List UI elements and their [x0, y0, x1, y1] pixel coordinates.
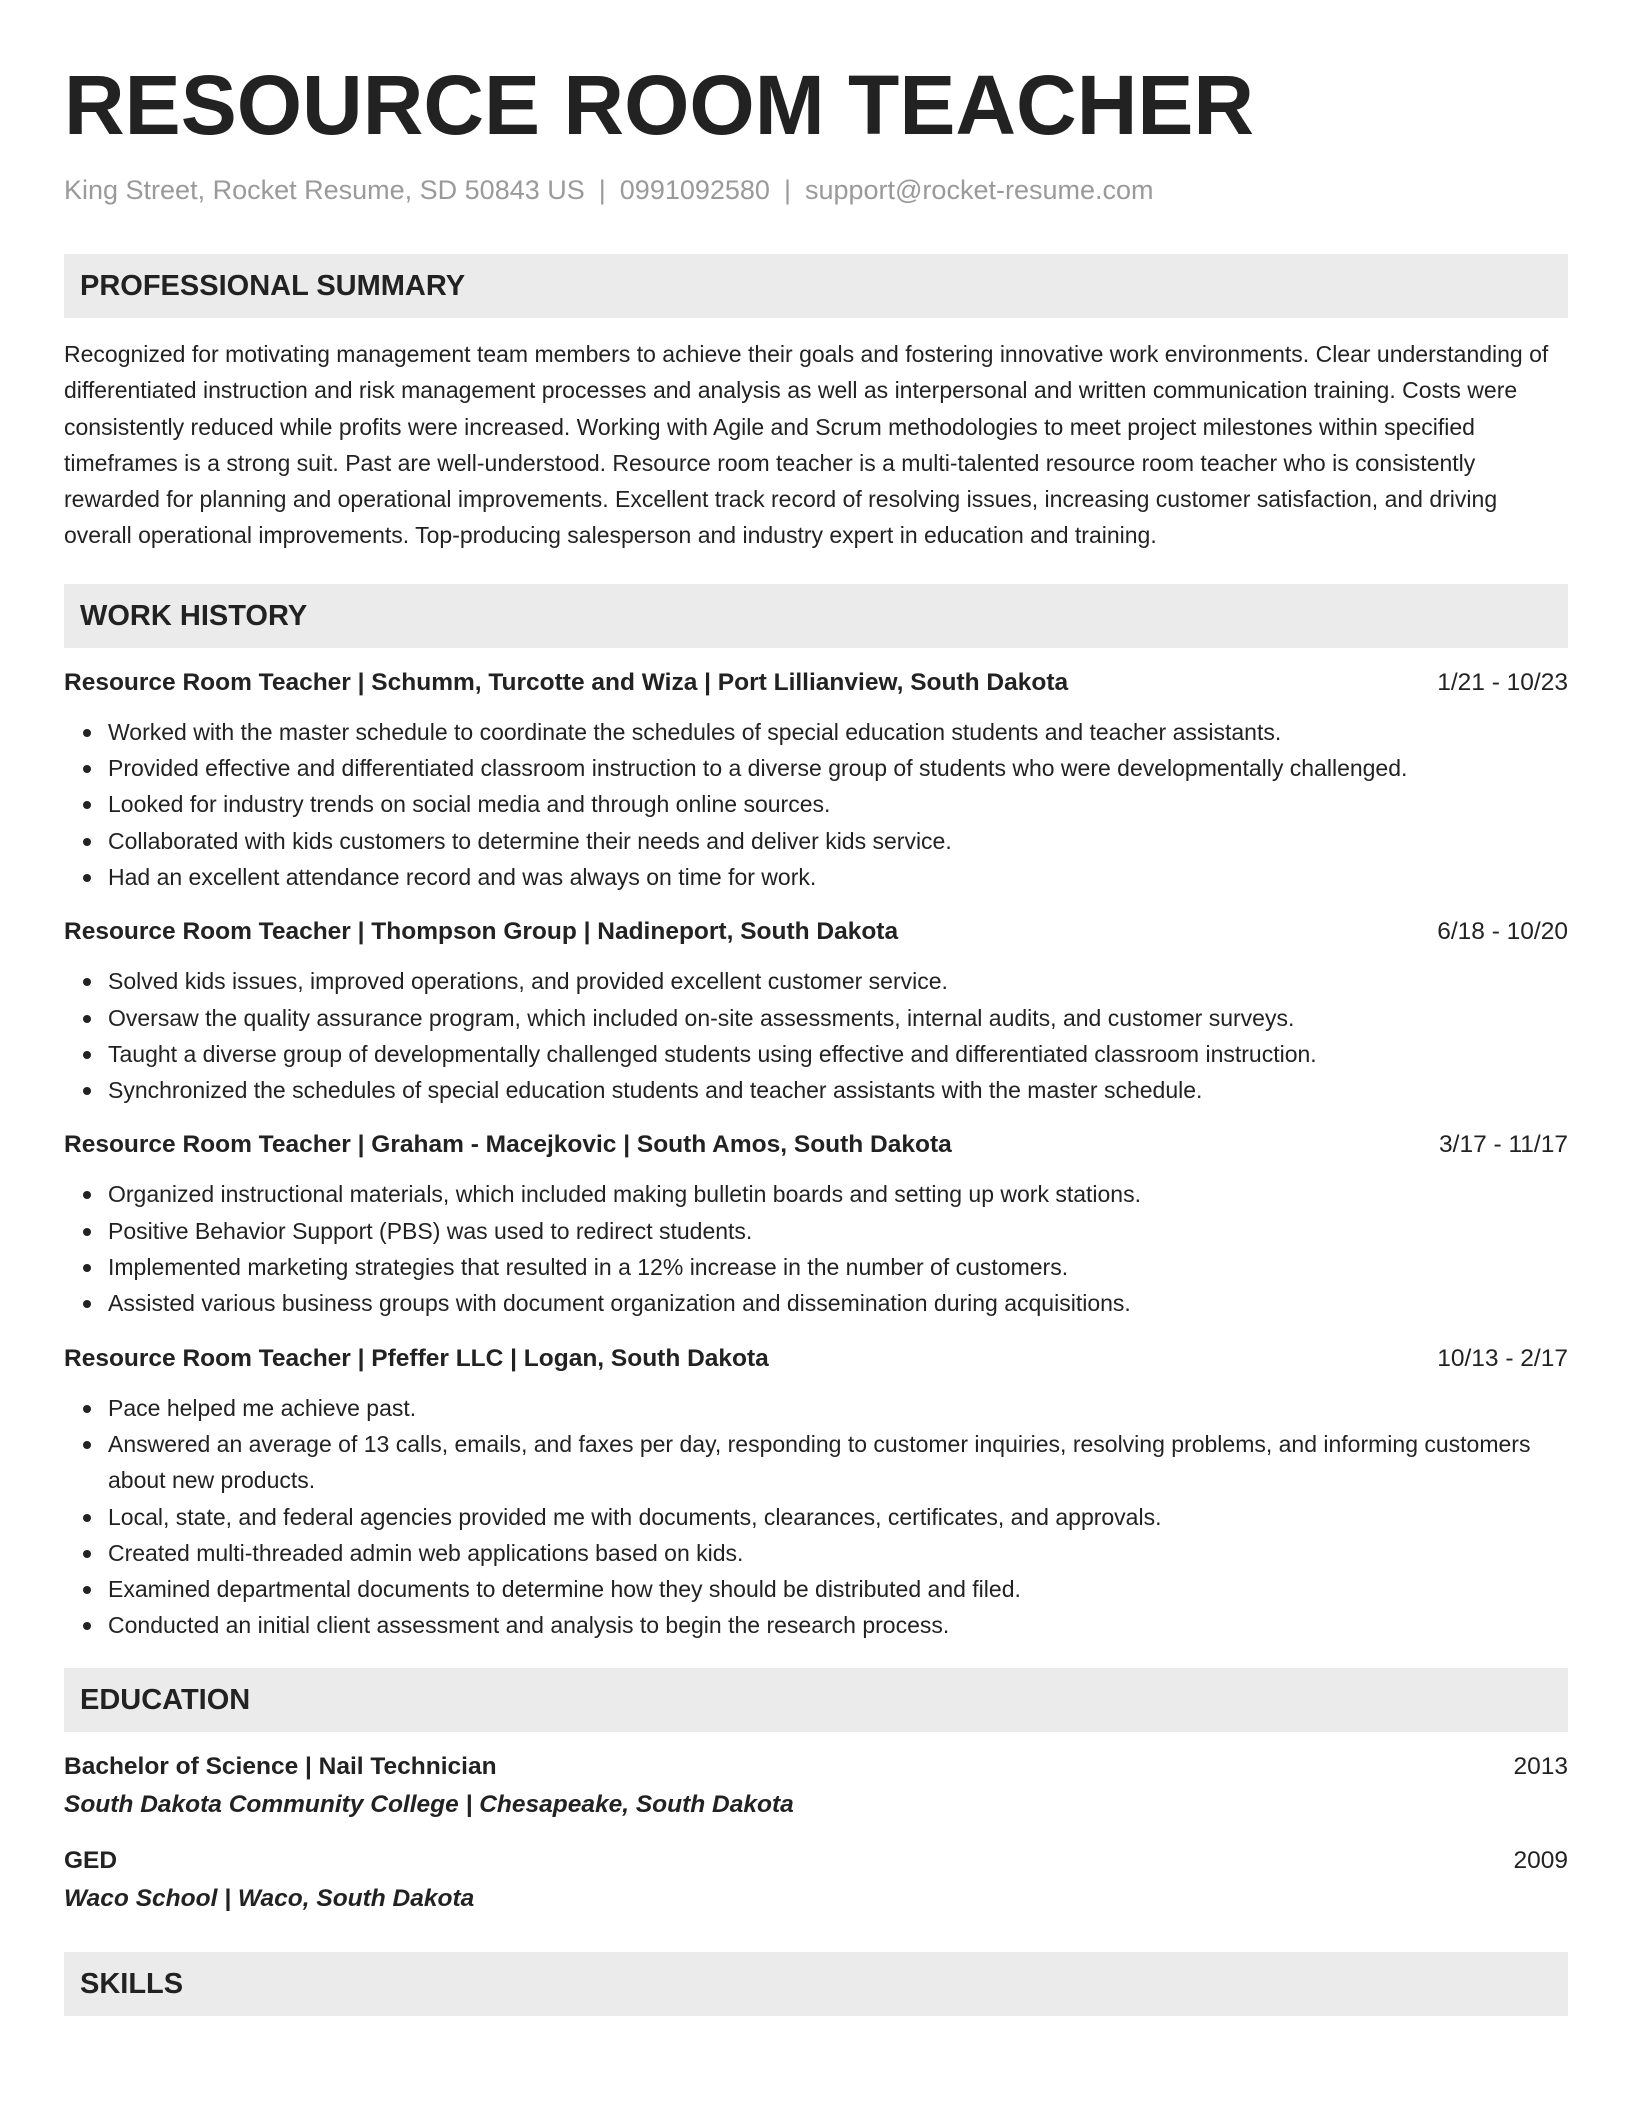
- job-bullet: Synchronized the schedules of special education students and teacher assistants with the master schedule.: [108, 1072, 1568, 1108]
- job-bullet: Pace helped me achieve past.: [108, 1390, 1568, 1426]
- job-header: [64, 668, 1568, 698]
- job-bullet: Collaborated with kids customers to determine their needs and deliver kids service.: [108, 823, 1568, 859]
- job-header: [64, 917, 1568, 947]
- job-bullet: Positive Behavior Support (PBS) was used to redirect students.: [108, 1213, 1568, 1249]
- job-dates: 10/13 - 2/17: [1437, 1344, 1568, 1372]
- education-school: South Dakota Community College | Chesapeake, South Dakota: [64, 1790, 794, 1818]
- contact-separator: |: [598, 175, 606, 205]
- candidate-name: RESOURCE ROOM TEACHER: [64, 58, 1255, 152]
- contact-address: King Street, Rocket Resume, SD 50843 US: [64, 175, 585, 205]
- job-dates: 6/18 - 10/20: [1437, 918, 1568, 946]
- education-entry: [64, 1846, 1568, 1914]
- job-title: Resource Room Teacher | Schumm, Turcotte and Wiza | Port Lillianview, South Dakota: [64, 668, 1069, 696]
- section-heading-skills: SKILLS: [64, 1952, 1568, 2016]
- education-school: Waco School | Waco, South Dakota: [64, 1884, 475, 1912]
- job-bullet: Assisted various business groups with document organization and dissemination during acquisitions.: [108, 1285, 1568, 1321]
- job-dates: 1/21 - 10/23: [1437, 668, 1568, 696]
- education-year: 2009: [1513, 1846, 1568, 1874]
- job-bullet: Provided effective and differentiated classroom instruction to a diverse group of students who were developmentally challenged.: [108, 750, 1568, 786]
- job-bullets: [64, 963, 1568, 1108]
- job-bullet: Looked for industry trends on social media and through online sources.: [108, 786, 1568, 822]
- job-bullets: [64, 1390, 1568, 1644]
- job-bullets: [64, 1176, 1568, 1321]
- education-degree: Bachelor of Science | Nail Technician: [64, 1752, 497, 1780]
- section-heading-work-history: WORK HISTORY: [64, 584, 1568, 648]
- job-bullets: [64, 714, 1568, 895]
- job-bullet: Solved kids issues, improved operations, and provided excellent customer service.: [108, 963, 1568, 999]
- section-heading-summary: PROFESSIONAL SUMMARY: [64, 254, 1568, 318]
- education-entry: [64, 1752, 1568, 1820]
- contact-separator: |: [783, 175, 791, 205]
- job-bullet: Implemented marketing strategies that resulted in a 12% increase in the number of customers.: [108, 1249, 1568, 1285]
- contact-phone: 0991092580: [619, 175, 770, 205]
- job-bullet: Organized instructional materials, which included making bulletin boards and setting up work stations.: [108, 1176, 1568, 1212]
- job-entry: [64, 668, 1568, 895]
- job-bullet: Examined departmental documents to determine how they should be distributed and filed.: [108, 1571, 1568, 1607]
- job-header: [64, 1130, 1568, 1160]
- job-title: Resource Room Teacher | Pfeffer LLC | Logan, South Dakota: [64, 1344, 769, 1372]
- job-entry: [64, 917, 1568, 1108]
- job-title: Resource Room Teacher | Graham - Macejkovic | South Amos, South Dakota: [64, 1131, 952, 1159]
- job-bullet: Taught a diverse group of developmentally challenged students using effective and differentiated classroom instruction.: [108, 1036, 1568, 1072]
- job-bullet: Conducted an initial client assessment and analysis to begin the research process.: [108, 1607, 1568, 1643]
- section-heading-education: EDUCATION: [64, 1668, 1568, 1732]
- job-bullet: Answered an average of 13 calls, emails, and faxes per day, responding to customer inquiries, resolving problems, and informing customers about new products.: [108, 1426, 1568, 1499]
- job-entry: [64, 1130, 1568, 1321]
- education-degree: GED: [64, 1846, 118, 1874]
- job-dates: 3/17 - 11/17: [1439, 1131, 1568, 1159]
- education-header: [64, 1846, 1568, 1876]
- job-bullet: Had an excellent attendance record and was always on time for work.: [108, 859, 1568, 895]
- job-entry: [64, 1344, 1568, 1644]
- job-bullet: Worked with the master schedule to coordinate the schedules of special education students and teacher assistants.: [108, 714, 1568, 750]
- contact-line: [64, 174, 1568, 206]
- education-year: 2013: [1513, 1752, 1568, 1780]
- education-header: [64, 1752, 1568, 1782]
- job-bullet: Created multi-threaded admin web applications based on kids.: [108, 1535, 1568, 1571]
- job-bullet: Local, state, and federal agencies provided me with documents, clearances, certificates, and approvals.: [108, 1499, 1568, 1535]
- job-header: [64, 1344, 1568, 1374]
- contact-email: support@rocket-resume.com: [804, 175, 1154, 205]
- summary-text: Recognized for motivating management team members to achieve their goals and fostering innovative work environments. Clear understanding of differentiated instruction and risk management processes and analysis as well as interpersonal and written communication training. Costs were consistently reduced while profits were increased. Working with Agile and Scrum methodologies to meet project milestones within specified timeframes is a strong suit. Past are well-understood. Resource room teacher is a multi-talented resource room teacher who is consistently rewarded for planning and operational improvements. Excellent track record of resolving issues, increasing customer satisfaction, and driving overall operational improvements. Top-producing salesperson and industry expert in education and training.: [64, 341, 1549, 549]
- job-bullet: Oversaw the quality assurance program, which included on-site assessments, internal audits, and customer surveys.: [108, 1000, 1568, 1036]
- job-title: Resource Room Teacher | Thompson Group | Nadineport, South Dakota: [64, 918, 899, 946]
